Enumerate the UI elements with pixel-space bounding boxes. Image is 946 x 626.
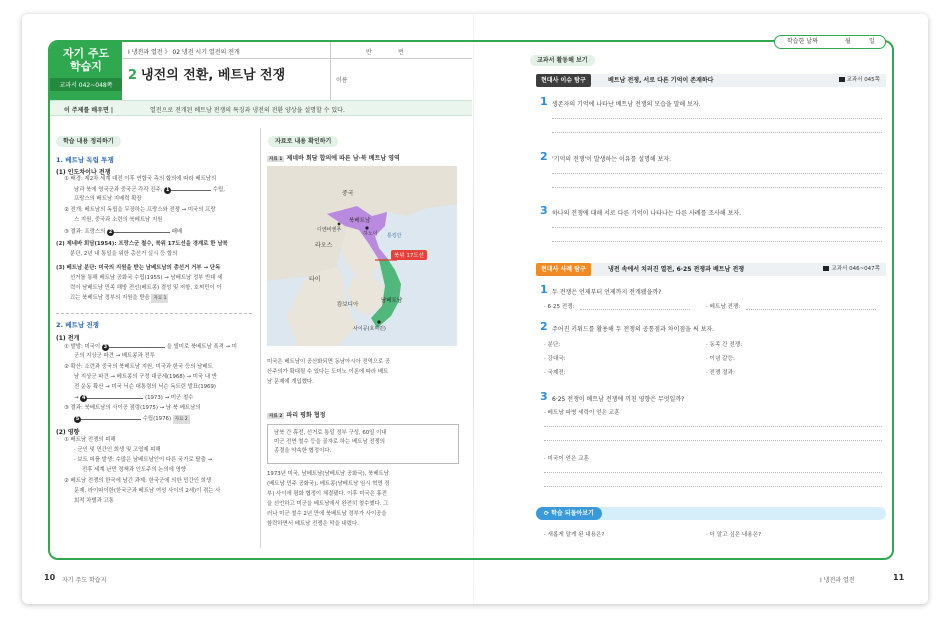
blank-number-3: 3 xyxy=(103,344,108,350)
s2-1-heading: (1) 전개 xyxy=(56,335,80,342)
dienbienphu-dot xyxy=(338,223,341,226)
activity2-ref-text: 교과서 046~047쪽 xyxy=(831,266,880,272)
map-label-dienbienphu: 디엔비엔푸 xyxy=(317,227,342,233)
badge-line1: 자기 주도 xyxy=(62,47,110,60)
s1-1-a2b: 수립, xyxy=(212,187,225,193)
source-tag-2: 자료 2 xyxy=(174,417,188,422)
p3-number: 3 xyxy=(540,390,548,403)
blank-5[interactable] xyxy=(81,414,141,420)
s1-3: (3) 베트남 분단: 미국의 지원을 받는 남베트남의 총선거 거부 → 단독 xyxy=(56,265,221,271)
blank-number-4: 4 xyxy=(82,395,86,401)
p1-vietnam-war: · 베트남 전쟁: xyxy=(706,304,741,310)
quote-line-2: 미군 전면 철수 등을 골자로 하는 베트남 전쟁의 xyxy=(274,439,385,445)
map-text-2: 산주의가 확대될 수 있다는 도미노 이론에 따라 베트 xyxy=(267,369,389,375)
s2-1-a3: 군의 지상군 파견 → 베트콩과 전투 xyxy=(74,353,155,359)
p3-answer-b-1[interactable] xyxy=(544,472,882,473)
activity1-tag: 현대사 이슈 탐구 xyxy=(536,74,591,87)
s1-3d-line xyxy=(70,294,168,303)
name-field-label: 이름 xyxy=(336,77,348,84)
p3-item-a: · 베트남 파병 세력이 얻은 교훈 xyxy=(544,410,620,416)
s2-2-b2: 문제, 라이따이한(한국군과 베트남 여성 사이의 2세)이 겪는 사 xyxy=(74,488,221,494)
blank-4[interactable] xyxy=(87,393,143,399)
s1-1-a: ① 배경: 제2차 세계 대전 이후 연합국 측의 합의에 따라 베트남의 xyxy=(64,176,217,182)
badge-line2: 학습지 xyxy=(70,60,102,73)
s2-1-b4: → xyxy=(74,395,79,401)
s2-1-b3: 전 운동 확산 → 미국 닉슨 대통령의 닉슨 독트린 발표(1969) xyxy=(74,384,217,390)
review-bar xyxy=(536,507,886,520)
p2-item-powers: · 강대국: xyxy=(544,356,566,362)
activity1-title: 베트남 전쟁, 서로 다른 기억이 존재하다 xyxy=(608,77,714,84)
badge-textbook-ref: 교과서 042~048쪽 xyxy=(50,78,122,91)
p2-item-division: · 분단: xyxy=(544,342,561,348)
p3-item-b: · 미국이 얻은 교훈 xyxy=(544,456,589,462)
paris-text-2: (베트남 민주 공화국), 베트콩(남베트남 임시 혁명 정 xyxy=(267,481,390,487)
s1-3d: 끄는 북베트남 정부의 지원을 받음 xyxy=(70,295,150,301)
q3-text: 하나의 전쟁에 대해 서로 다른 기억이 나타나는 다른 사례를 조사해 보자. xyxy=(552,210,742,217)
book-icon xyxy=(839,77,845,82)
activity2-bar xyxy=(536,263,886,276)
s2-2-heading: (2) 영향 xyxy=(56,429,80,436)
p2-item-international: · 국제전: xyxy=(544,370,566,376)
s1-2b: 분단, 2년 내 통일을 위한 총선거 실시 등 합의 xyxy=(70,251,178,257)
s1-1-a2: 남과 북에 영국군과 중국군 각각 진주, xyxy=(74,187,163,193)
header-vdivider xyxy=(330,42,331,100)
activity2-title: 냉전 속에서 치러진 열전, 6·25 전쟁과 베트남 전쟁 xyxy=(608,266,745,273)
left-page-label: 자기 주도 학습지 xyxy=(62,577,107,584)
s1-1-b: ② 전개: 베트남의 독립을 무장하는 프랑스와 전쟁 → 미국의 프랑 xyxy=(64,207,216,213)
s2-1-c2-line xyxy=(74,414,190,424)
section-divider xyxy=(56,313,252,314)
s2-2-a: ① 베트남 전쟁의 피해 xyxy=(64,437,116,443)
worksheet-header xyxy=(122,42,472,100)
s1-1-c: ③ 결과: 프랑스의 xyxy=(64,229,106,235)
map-label-laos: 라오스 xyxy=(315,242,333,249)
s2-1-b5: (1973) → 미군 철수 xyxy=(144,395,194,401)
s1-3c: 력이 남베트남 민족 해방 전선(베트콩) 결성 및 저항, 호찌민이 이 xyxy=(70,285,222,291)
title-number: 2 xyxy=(128,68,138,83)
map-label-17th-parallel: 북위 17도선 xyxy=(391,250,427,260)
p3-answer-a-2[interactable] xyxy=(544,440,882,441)
p1-text: 두 전쟁은 언제부터 언제까지 전개됐을까? xyxy=(552,289,662,296)
vietnam-partition-map xyxy=(267,166,457,346)
source-tag-1: 자료 1 xyxy=(153,296,167,301)
s1-1-c-line xyxy=(64,227,182,237)
s1-1-heading: (1) 인도차이나 전쟁 xyxy=(56,169,111,176)
blank-3[interactable] xyxy=(109,342,165,348)
s2-1-c: ③ 결과: 북베트남의 사이공 점령(1975) → 남·북 베트남의 xyxy=(64,405,201,411)
activity1-ref xyxy=(839,74,881,87)
activity1-ref-text: 교과서 045쪽 xyxy=(846,77,880,83)
p3-text: 6·25 전쟁이 베트남 전쟁에 끼친 영향은 무엇일까? xyxy=(552,396,685,403)
refresh-icon: ⟳ xyxy=(544,510,552,517)
p2-item-civil-war: · 동족 간 전쟁: xyxy=(706,342,743,348)
paris-accord-quote-box xyxy=(267,424,459,464)
summary-section-pill: 학습 내용 정리하기 xyxy=(56,136,121,147)
paris-caption xyxy=(267,410,325,419)
activity1-bar xyxy=(536,74,886,87)
page-title xyxy=(128,64,285,83)
q3-answer-line-1[interactable] xyxy=(552,227,882,228)
blank-number-1: 1 xyxy=(165,187,170,193)
s2-1-b4-line xyxy=(74,393,193,403)
left-page-number: 10 xyxy=(44,573,56,582)
q3-number: 3 xyxy=(540,204,548,217)
map-label-china: 중국 xyxy=(342,190,354,197)
saigon-dot xyxy=(377,320,380,323)
data-section-pill: 자료로 내용 확인하기 xyxy=(268,136,338,147)
review-tag-text: 학습 되돌아보기 xyxy=(551,510,594,517)
paris-text-3: 부) 사이에 평화 협정이 체결됐다. 이후 미국은 휴전 xyxy=(267,491,387,497)
review-tag xyxy=(536,507,602,520)
s1-2: (2) 제네바 회담(1954): 프랑스군 철수, 북위 17도선을 경계로 한 남북 xyxy=(56,241,228,247)
section2-title: 2. 베트남 전쟁 xyxy=(56,321,99,329)
paris-text-5: 러나 미군 철수 2년 만에 북베트남 정부가 사이공을 xyxy=(267,511,387,517)
q2-text: '기억의 전쟁'이 발생하는 이유를 설명해 보자. xyxy=(552,156,672,163)
s2-1-a-line xyxy=(64,342,237,352)
s2-1-a: ① 발발: 미국이 xyxy=(64,344,101,350)
s2-1-a2: 을 빌미로 북베트남 폭격 → 미 xyxy=(166,344,237,350)
book-icon xyxy=(823,266,829,271)
title-text: 냉전의 전환, 베트남 전쟁 xyxy=(141,68,286,83)
activity2-ref xyxy=(823,263,880,276)
s2-1-b: ② 확산: 소련과 중국의 북베트남 지원, 미국과 한국 등의 남베트 xyxy=(64,364,213,370)
map-svg xyxy=(267,166,457,346)
map-label-south-vietnam: 남베트남 xyxy=(381,298,403,304)
month-label: 월 xyxy=(845,38,851,45)
quote-line-3: 종결을 약속한 협정이다. xyxy=(274,448,332,454)
p3-answer-b-2[interactable] xyxy=(544,486,882,487)
s2-2-a1: · 군인 및 민간인 희생 및 고엽제 피해 xyxy=(74,447,161,453)
review-learned: · 새롭게 알게 된 내용은? xyxy=(544,532,605,538)
p3-answer-a-1[interactable] xyxy=(544,426,882,427)
header-divider xyxy=(122,58,472,59)
activity-section-pill: 교과서 활동해 보기 xyxy=(530,55,595,66)
q1-answer-line-1[interactable] xyxy=(552,118,882,119)
blank-number-5: 5 xyxy=(75,416,80,422)
map-label-tonkin-gulf: 통킹만 xyxy=(387,233,402,239)
right-page-number: 11 xyxy=(893,573,905,582)
review-want-to-know: · 더 알고 싶은 내용은? xyxy=(706,532,762,538)
q1-text: 생존자의 기억에 나타난 베트남 전쟁의 모습을 말해 보자. xyxy=(552,101,701,108)
paris-text-4: 을 선언하고 미군을 베트남에서 완전히 철수했다. 그 xyxy=(267,501,389,507)
goal-label: 이 주제를 배우면 | xyxy=(64,107,114,114)
q2-answer-line-1[interactable] xyxy=(552,173,882,174)
s2-2-a3: 전후 세계 난민 정책과 인도주의 논의에 영향 xyxy=(82,467,187,473)
p2-item-ideology: · 이념 갈등: xyxy=(706,356,735,362)
class-field-label: 반 xyxy=(366,49,372,56)
paris-text-6: 함락하면서 베트남 전쟁은 막을 내렸다. xyxy=(267,521,359,527)
q1-number: 1 xyxy=(540,95,548,108)
map-label-hanoi: 하노이 xyxy=(363,231,378,237)
q2-number: 2 xyxy=(540,150,548,163)
self-study-badge xyxy=(50,42,122,100)
p2-number: 2 xyxy=(540,320,548,333)
map-text-1: 미국은 베트남이 공산화되면 동남아시아 전역으로 공 xyxy=(267,359,391,365)
study-date-box[interactable] xyxy=(774,35,886,49)
q3-answer-line-2[interactable] xyxy=(552,241,882,242)
q2-answer-line-2[interactable] xyxy=(552,187,882,188)
s2-2-a2: · 보트 피플 발생: 수많은 남베트남인이 다른 국가로 탈출 → xyxy=(74,457,213,463)
s1-1-a2-line xyxy=(74,185,225,195)
map-label-thailand: 타이 xyxy=(309,276,321,283)
breadcrumb: Ⅰ 냉전과 열전 》 02 냉전 시기 열전의 전개 xyxy=(128,49,240,56)
section1-title: 1. 베트남 독립 투쟁 xyxy=(56,156,114,164)
paris-text-1: 1973년 미국, 남베트남(남베트남 공화국), 북베트남 xyxy=(267,471,389,477)
s1-1-a3: 프랑스의 베트남 지배력 확장 xyxy=(74,196,142,202)
blank-2[interactable] xyxy=(114,227,170,233)
map-label-saigon: 사이공(호찌민) xyxy=(353,326,386,332)
s1-1-b2: 스 지원, 중국과 소련의 북베트남 지원 xyxy=(74,217,163,223)
map-caption-tag: 자료 1 xyxy=(269,157,283,162)
quote-line-1: 남북 간 휴전, 선거로 통일 정부 구성, 60일 이내 xyxy=(274,430,387,436)
s2-2-b3: 회적 차별과 고통 xyxy=(74,498,114,504)
p2-text: 주어진 키워드를 활용해 두 전쟁의 공통점과 차이점을 써 보자. xyxy=(552,326,715,333)
s1-3b: 선거를 통해 베트남 공화국 수립(1955) → 남베트남 정부 반대 세 xyxy=(70,275,223,281)
blank-number-2: 2 xyxy=(108,229,113,235)
p1-korean-war: · 6·25 전쟁: xyxy=(544,304,575,310)
map-caption-text: 제네바 회담 합의에 따른 남·북 베트남 영역 xyxy=(286,155,400,162)
p1-answer-b[interactable] xyxy=(746,309,876,310)
column-divider xyxy=(260,128,261,548)
number-field-label: 번 xyxy=(398,49,404,56)
map-text-3: 남 문제에 개입했다. xyxy=(267,379,314,385)
s2-1-c2: 수립(1976) xyxy=(142,416,172,422)
map-caption xyxy=(267,153,400,162)
q1-answer-line-2[interactable] xyxy=(552,132,882,133)
right-page-label: Ⅰ 냉전과 열전 xyxy=(820,577,855,584)
map-label-north-vietnam: 북베트남 xyxy=(349,218,371,224)
goal-text: 열전으로 전개된 베트남 전쟁의 특징과 냉전의 전환 양상을 설명할 수 있다. xyxy=(150,107,345,114)
map-label-cambodia: 캄보디아 xyxy=(337,302,359,308)
p1-number: 1 xyxy=(540,283,548,296)
day-label: 일 xyxy=(869,38,875,45)
paris-caption-tag: 자료 2 xyxy=(269,414,283,419)
activity2-tag: 현대사 사례 탐구 xyxy=(536,263,591,276)
p2-item-result: · 전쟁 결과: xyxy=(706,370,735,376)
s2-1-b2: 남 지상군 파견 → 베트콩의 구정 대공세(1968) → 미국 내 반 xyxy=(74,374,218,380)
p1-answer-a[interactable] xyxy=(580,309,690,310)
date-label: 학습한 날짜 xyxy=(787,38,818,45)
paris-caption-title: 파리 평화 협정 xyxy=(286,412,326,419)
blank-1[interactable] xyxy=(171,185,211,191)
s1-1-c2: 패배 xyxy=(171,229,183,235)
s2-2-b: ② 베트남 전쟁의 한국에 남긴 과제: 한국군에 의한 민간인 희생 xyxy=(64,478,212,484)
learning-goal-bar xyxy=(50,100,472,116)
